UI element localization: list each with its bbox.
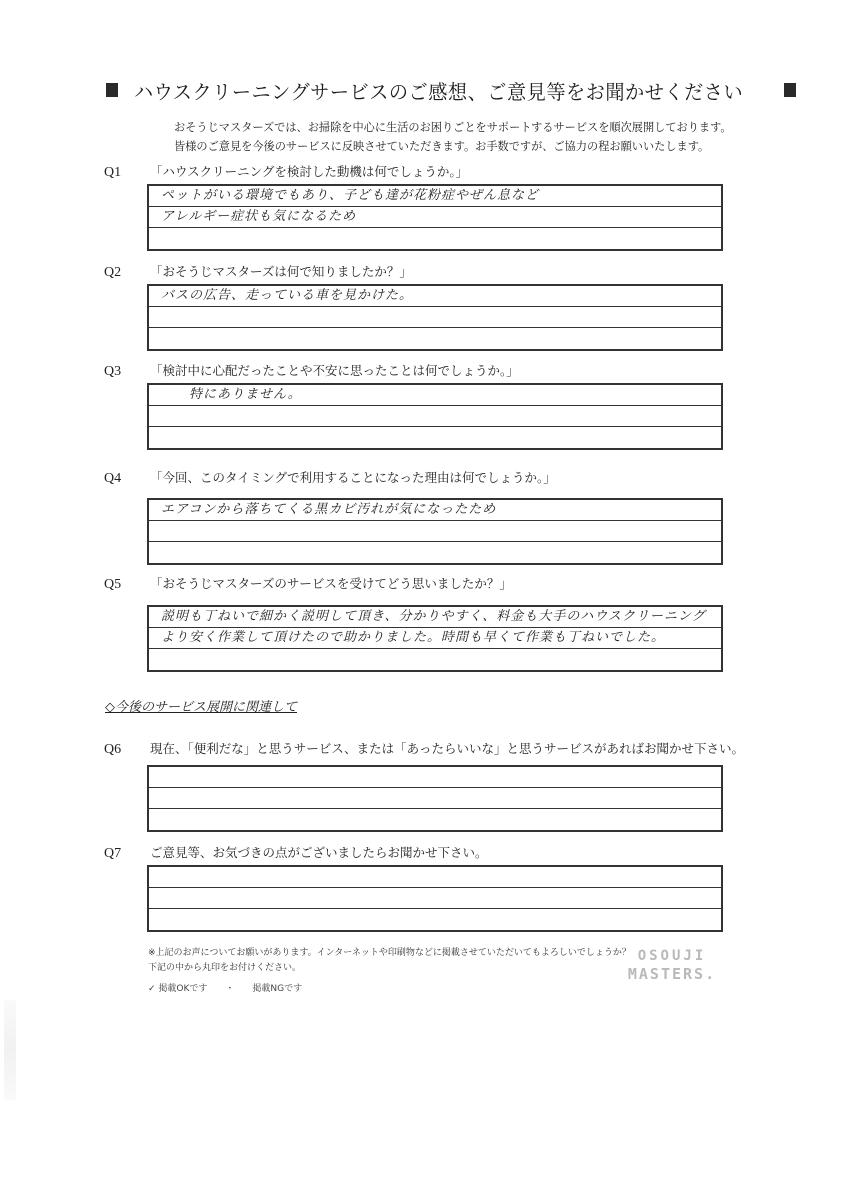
answer-box-q2[interactable] <box>147 284 723 351</box>
answer-box-q6[interactable] <box>147 765 723 832</box>
question-number: Q3 <box>104 364 122 379</box>
question-q1 <box>104 162 468 181</box>
answer-line[interactable] <box>149 909 721 930</box>
answer-line[interactable]: アレルギー症状も気になるため <box>149 207 721 228</box>
scan-margin-artifact <box>4 1000 16 1100</box>
question-q2 <box>104 262 412 281</box>
answer-box-q7[interactable] <box>147 865 723 932</box>
answer-line[interactable] <box>149 867 721 888</box>
answer-line[interactable]: 特にありません。 <box>149 385 721 406</box>
answer-box-q1[interactable] <box>147 184 723 251</box>
answer-box-q3[interactable] <box>147 383 723 450</box>
question-text: 「検討中に心配だったことや不安に思ったことは何でしょうか。」 <box>150 363 519 378</box>
answer-line[interactable] <box>149 542 721 563</box>
note-line-2: 下記の中から丸印をお付けください。 <box>148 963 302 973</box>
question-number: Q5 <box>104 577 122 592</box>
question-text: 「おそうじマスターズのサービスを受けてどう思いましたか？」 <box>150 576 512 591</box>
section-heading: ◇今後のサービス展開に関連して <box>105 700 297 715</box>
square-bullet-icon <box>106 83 118 97</box>
answer-line[interactable] <box>149 328 721 349</box>
answer-line[interactable] <box>149 406 721 427</box>
question-q7 <box>104 843 488 862</box>
consent-options-clipped: ✓ 掲載OKです ・ 掲載NGです <box>148 984 303 994</box>
logo-line-2: MASTERS. <box>627 965 717 983</box>
note-line-1: ※上記のお声についてお願いがあります。インターネットや印刷物などに掲載させていただいてもよろしいでしょうか？ <box>148 948 631 958</box>
answer-line[interactable]: より安く作業して頂けたので助かりました。時間も早くて作業も丁ねいでした。 <box>149 628 721 649</box>
answer-line[interactable] <box>149 788 721 809</box>
question-number: Q7 <box>104 846 122 861</box>
question-q6 <box>104 739 744 758</box>
answer-line[interactable]: バスの広告、走っている車を見かけた。 <box>149 286 721 307</box>
answer-line[interactable] <box>149 521 721 542</box>
question-number: Q1 <box>104 165 122 180</box>
question-number: Q4 <box>104 471 122 486</box>
logo-line-1: OSOUJI <box>637 948 707 964</box>
question-text: 「おそうじマスターズは何で知りましたか？」 <box>150 264 412 279</box>
question-number: Q2 <box>104 265 122 280</box>
answer-line[interactable]: エアコンから落ちてくる黒カビ汚れが気になったため <box>149 500 721 521</box>
answer-box-q5[interactable] <box>147 605 723 672</box>
form-title <box>106 76 796 104</box>
intro-line-2: 皆様のご意見を今後のサービスに反映させていただきます。お手数ですが、ご協力の程お願いいたします。 <box>174 140 710 153</box>
answer-line[interactable]: ペットがいる環境でもあり、子ども達が花粉症やぜん息など <box>149 186 721 207</box>
question-text: 「ハウスクリーニングを検討した動機は何でしょうか。」 <box>150 164 469 179</box>
question-text: ご意見等、お気づきの点がございましたらお聞かせ下さい。 <box>150 845 488 860</box>
question-text: 現在、「便利だな」と思うサービス、または「あったらいいな」と思うサービスがあればお聞かせ下さい。 <box>150 741 745 756</box>
answer-line[interactable]: 説明も丁ねいで細かく説明して頂き、分かりやすく、料金も大手のハウスクリーニング <box>149 607 721 628</box>
answer-line[interactable] <box>149 649 721 670</box>
square-bullet-icon <box>784 83 796 97</box>
question-q3 <box>104 361 519 380</box>
answer-line[interactable] <box>149 809 721 830</box>
answer-line[interactable] <box>149 427 721 448</box>
answer-line[interactable] <box>149 228 721 249</box>
answer-box-q4[interactable] <box>147 498 723 565</box>
intro-text <box>174 118 794 156</box>
answer-line[interactable] <box>149 767 721 788</box>
intro-line-1: おそうじマスターズでは、お掃除を中心に生活のお困りごとをサポートするサービスを順次展開しております。 <box>174 121 732 134</box>
question-q4 <box>104 468 556 487</box>
form-title-text: ハウスクリーニングサービスのご感想、ご意見等をお聞かせください <box>133 79 743 104</box>
answer-line[interactable] <box>149 307 721 328</box>
question-number: Q6 <box>104 742 122 757</box>
question-q5 <box>104 574 512 593</box>
osouji-masters-logo <box>612 948 732 983</box>
answer-line[interactable] <box>149 888 721 909</box>
publication-consent-note <box>148 946 631 976</box>
question-text: 「今回、このタイミングで利用することになった理由は何でしょうか。」 <box>150 470 556 485</box>
